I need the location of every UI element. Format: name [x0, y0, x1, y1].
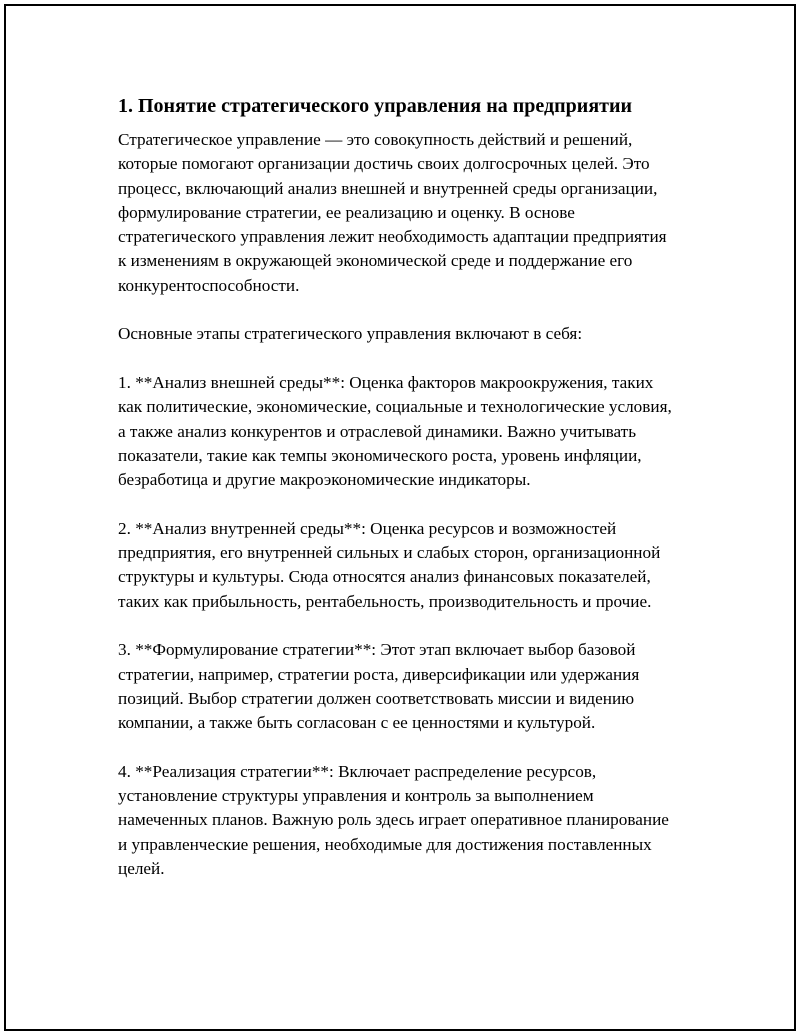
paragraph-stage-internal-analysis: 2. **Анализ внутренней среды**: Оценка ресурсов и возможностей предприятия, его внутренней сильных и слабых сторон, организационной структуры и культуры. Сюда относятся анализ финансовых показателей, таких как прибыльность, рентабельность, производительность и прочие. — [118, 518, 661, 611]
paragraph-stages-lead: Основные этапы стратегического управления включают в себя: — [118, 324, 583, 344]
document-body — [118, 92, 678, 906]
paragraph-stage-strategy-implementation: 4. **Реализация стратегии**: Включает распределение ресурсов, установление структуры управления и контроль за выполнением намеченных планов. Важную роль здесь играет оперативное планирование и управленческие решения, необходимые для достижения поставленных целей. — [118, 761, 669, 878]
paragraph-stage-strategy-formulation: 3. **Формулирование стратегии**: Этот этап включает выбор базовой стратегии, например, стратегии роста, диверсификации или удержания позиций. Выбор стратегии должен соответствовать миссии и видению компании, а также быть согласован с ее ценностями и культурой. — [118, 640, 640, 733]
paragraph-intro: Стратегическое управление — это совокупность действий и решений, которые помогают организации достичь своих долгосрочных целей. Это процесс, включающий анализ внешней и внутренней среды организации, формулирование стратегии, ее реализацию и оценку. В основе стратегического управления лежит необходимость адаптации предприятия к изменениям в окружающей экономической среде и поддержание его конкурентоспособности. — [118, 130, 667, 295]
document-title: 1. Понятие стратегического управления на предприятии — [118, 95, 633, 117]
paragraph-stage-external-analysis: 1. **Анализ внешней среды**: Оценка факторов макроокружения, таких как политические, экономические, социальные и технологические условия, а также анализ конкурентов и отраслевой динамики. Важно учитывать показатели, такие как темпы экономического роста, уровень инфляции, безработица и другие макроэкономические индикаторы. — [118, 372, 672, 490]
